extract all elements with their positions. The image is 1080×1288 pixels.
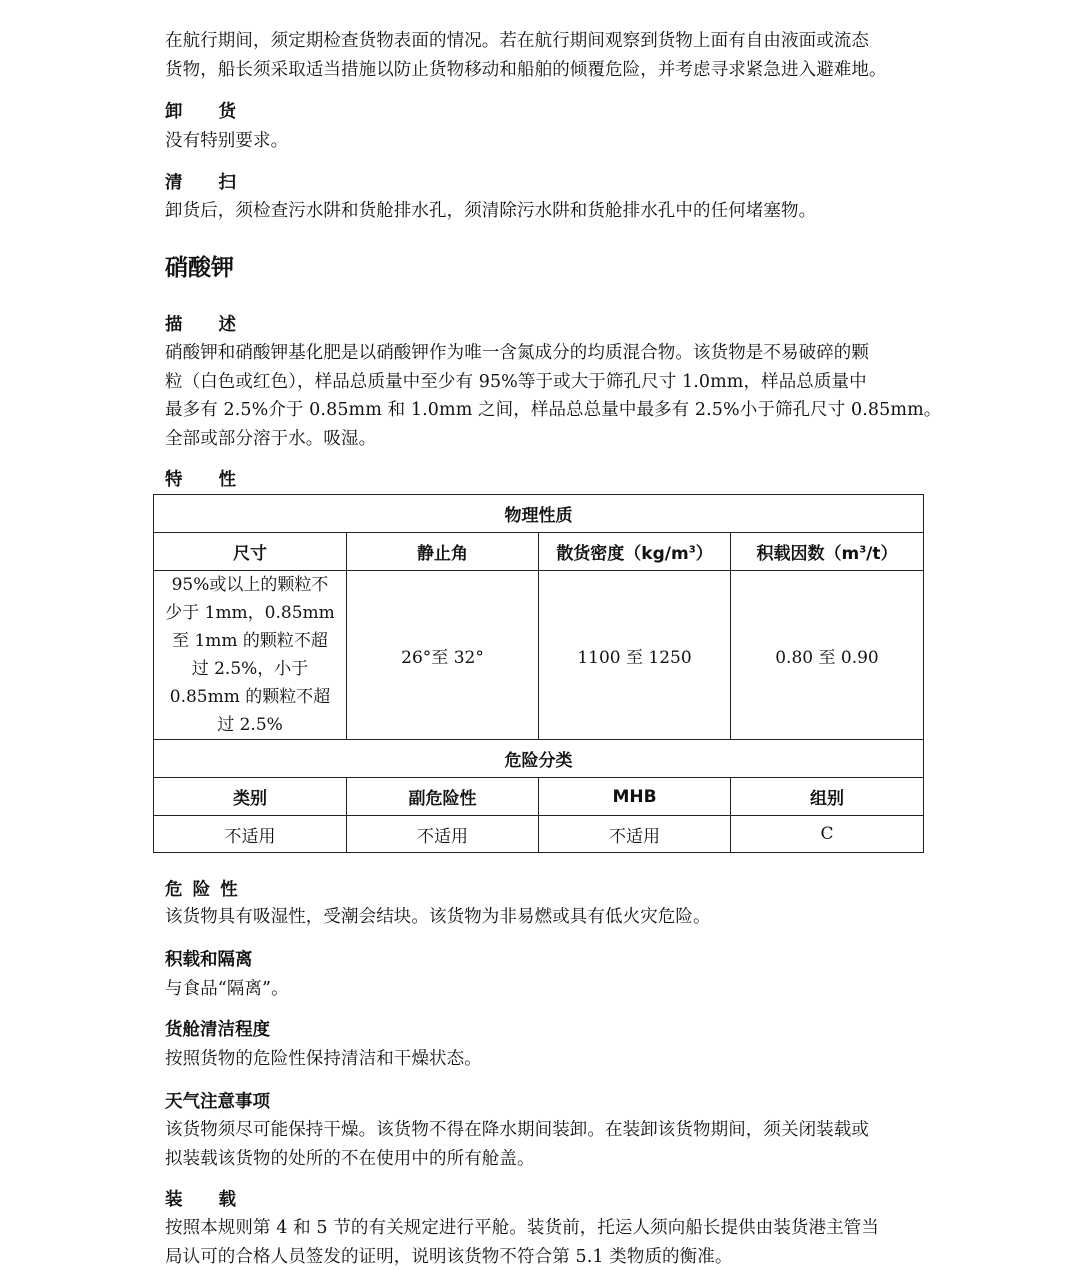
description-paragraph <box>165 339 942 453</box>
segregation-heading: 积载和隔离 <box>165 950 253 970</box>
group-header: 组别 <box>731 778 924 816</box>
heading-char: 描 <box>165 315 183 335</box>
subsidiary-risk-header: 副危险性 <box>347 778 539 816</box>
description-heading <box>165 313 925 337</box>
section-title: 硝酸钾 <box>165 255 234 281</box>
header-text: 散货密度（kg/m <box>556 544 689 564</box>
cell-line: 95%或以上的颗粒不 <box>171 575 329 595</box>
text-line: 硝酸钾和硝酸钾基化肥是以硝酸钾作为唯一含氮成分的均质混合物。该货物是不易破碎的颗 <box>165 343 869 363</box>
heading-char: 载 <box>218 1190 236 1210</box>
heading-char: 货 <box>218 102 236 122</box>
density-header <box>539 533 731 571</box>
mhb-value: 不适用 <box>539 816 731 853</box>
cleaning-text <box>165 197 925 226</box>
group-value: C <box>731 816 924 853</box>
text-line: 按照货物的危险性保持清洁和干燥状态。 <box>165 1049 482 1069</box>
cell-line: 0.85mm 的颗粒不超 <box>169 687 331 707</box>
cell-line: 过 2.5%，小于 <box>191 659 309 679</box>
unloading-heading <box>165 100 925 124</box>
text-line: 该货物具有吸湿性，受潮会结块。该货物为非易燃或具有低火灾危险。 <box>165 907 711 927</box>
loading-heading <box>165 1188 925 1212</box>
text-line: 按照本规则第 4 和 5 节的有关规定进行平舱。装货前，托运人须向船长提供由装货港主管当 <box>165 1218 879 1238</box>
table-row <box>154 495 924 533</box>
heading-char: 述 <box>218 315 236 335</box>
hazard-heading: 危 险 性 <box>165 880 240 900</box>
loading-text <box>165 1214 925 1271</box>
header-text: ） <box>695 544 713 564</box>
text-line: 粒（白色或红色），样品总质量中至少有 95%等于或大于筛孔尺寸 1.0mm，样品总质量中 <box>165 371 867 392</box>
heading-char: 卸 <box>165 102 183 122</box>
heading-char: 清 <box>165 173 183 193</box>
angle-header: 静止角 <box>347 533 539 571</box>
text-line: 拟装载该货物的处所的不在使用中的所有舱盖。 <box>165 1148 535 1169</box>
subsidiary-risk-value: 不适用 <box>347 816 539 853</box>
text-line: 在航行期间，须定期检查货物表面的情况。若在航行期间观察到货物上面有自由液面或流态 <box>165 31 869 51</box>
hazard-classification-title: 危险分类 <box>154 740 924 778</box>
table-row <box>154 740 924 778</box>
hazard-text <box>165 903 925 932</box>
stowage-factor-header <box>731 533 924 571</box>
header-text: 积载因数（m <box>756 544 860 564</box>
heading-char: 扫 <box>218 173 236 193</box>
characteristics-heading <box>165 468 925 492</box>
heading-char: 装 <box>165 1190 183 1210</box>
class-header: 类别 <box>154 778 347 816</box>
text-line: 货物，船长须采取适当措施以防止货物移动和船舶的倾覆危险，并考虑寻求紧急进入避难地。 <box>165 59 887 80</box>
cell-line: 过 2.5% <box>217 715 283 735</box>
mhb-header: MHB <box>539 778 731 816</box>
physical-properties-title: 物理性质 <box>154 495 924 533</box>
superscript: 3 <box>859 544 867 556</box>
size-header: 尺寸 <box>154 533 347 571</box>
weather-heading: 天气注意事项 <box>165 1092 270 1112</box>
cell-line: 少于 1mm，0.85mm <box>165 603 335 623</box>
heading-char: 特 <box>165 470 183 490</box>
header-text: /t） <box>866 544 898 564</box>
hold-cleanliness-heading: 货舱清洁程度 <box>165 1020 270 1040</box>
heading-char: 性 <box>218 470 236 490</box>
angle-value: 26°至 32° <box>347 571 539 740</box>
intro-paragraph <box>165 27 925 84</box>
text-line: 该货物须尽可能保持干燥。该货物不得在降水期间装卸。在装卸该货物期间，须关闭装载或 <box>165 1120 869 1140</box>
text-line: 局认可的合格人员签发的证明，说明该货物不符合第 5.1 类物质的衡准。 <box>165 1246 733 1267</box>
table-row <box>154 571 924 740</box>
stowage-factor-value: 0.80 至 0.90 <box>731 571 924 740</box>
table-row <box>154 816 924 853</box>
properties-table <box>153 494 924 853</box>
segregation-text <box>165 975 925 1004</box>
superscript: 3 <box>688 544 696 556</box>
cell-line: 至 1mm 的颗粒不超 <box>172 631 328 651</box>
text-line: 没有特别要求。 <box>165 131 289 151</box>
cleaning-heading <box>165 171 925 195</box>
weather-text <box>165 1116 925 1173</box>
text-line: 卸货后，须检查污水阱和货舱排水孔，须清除污水阱和货舱排水孔中的任何堵塞物。 <box>165 201 817 221</box>
text-line: 最多有 2.5%介于 0.85mm 和 1.0mm 之间，样品总总量中最多有 2.5%小于筛孔尺寸 0.85mm。 <box>165 400 942 420</box>
text-line: 与食品“隔离”。 <box>165 979 289 999</box>
unloading-text <box>165 127 925 156</box>
class-value: 不适用 <box>154 816 347 853</box>
density-value: 1100 至 1250 <box>539 571 731 740</box>
size-value <box>154 571 347 740</box>
table-row <box>154 778 924 816</box>
table-row <box>154 533 924 571</box>
text-line: 全部或部分溶于水。吸湿。 <box>165 428 377 449</box>
hold-cleanliness-text <box>165 1045 925 1074</box>
